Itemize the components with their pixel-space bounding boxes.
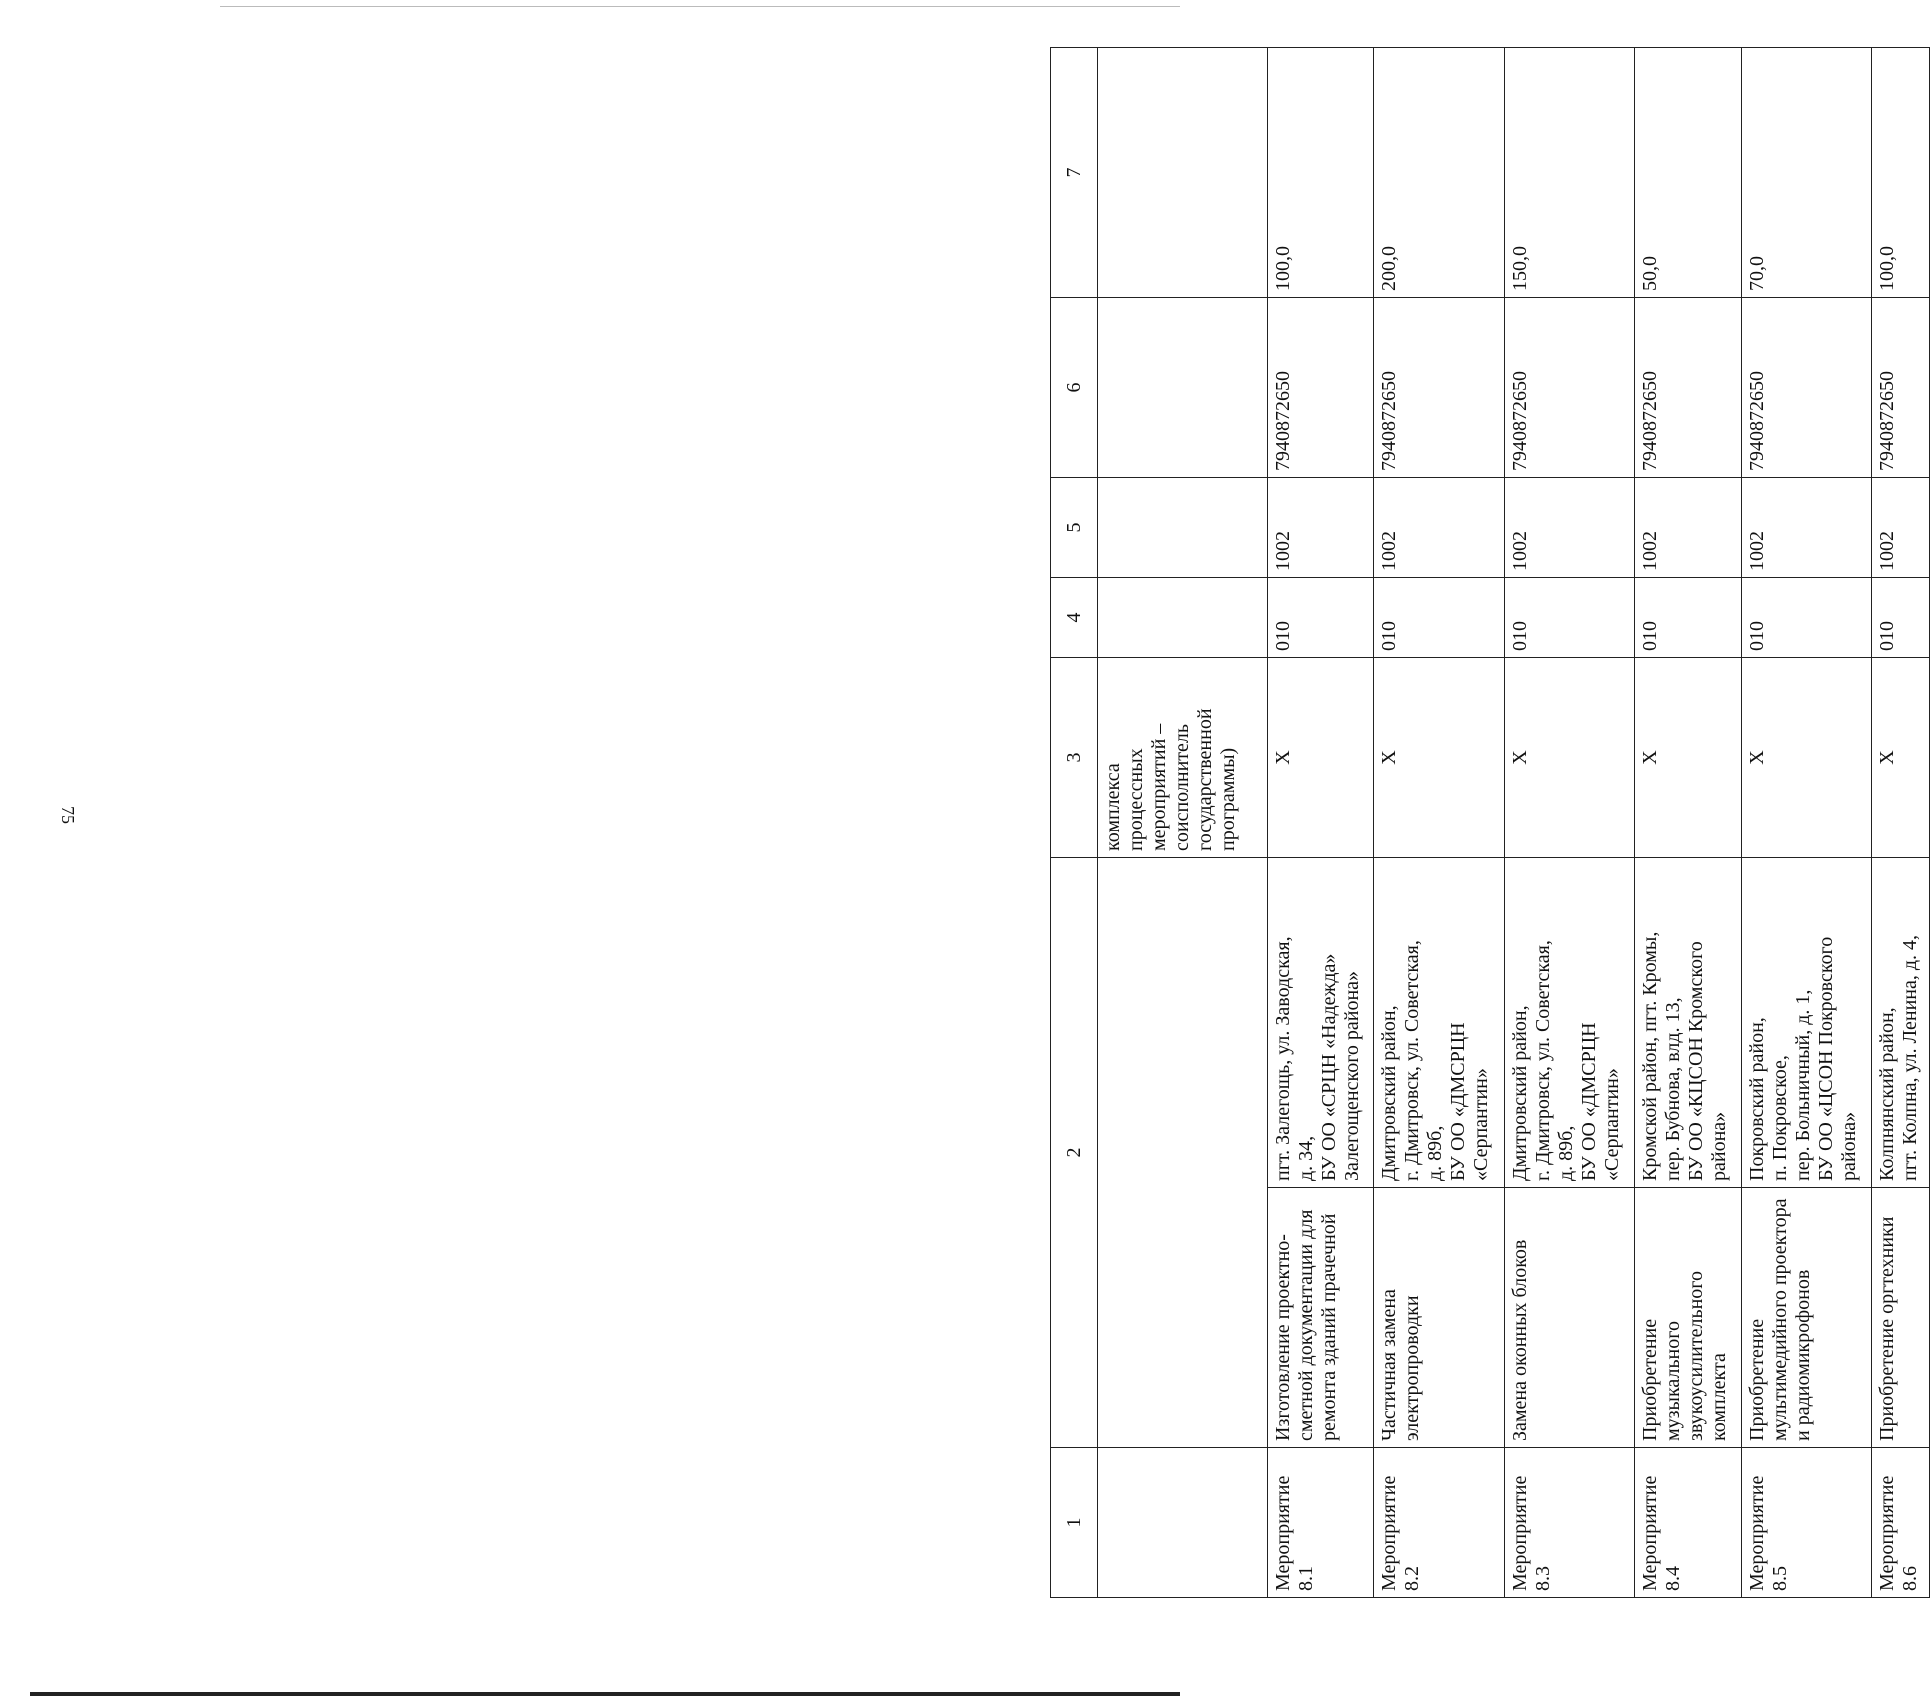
header-cell-6: 6 — [1051, 298, 1098, 478]
continuation-line: государственной — [1194, 708, 1216, 851]
address-line: района» — [1837, 1111, 1860, 1181]
address-line: БУ ОО «КЦСОН Кромского — [1685, 941, 1708, 1181]
measure-id: Мероприятие 8.3 — [1504, 1448, 1635, 1598]
address-line: пгт. Колпна, ул. Ленина, д. 4, — [1899, 934, 1922, 1181]
measure-col5: 1002 — [1504, 478, 1635, 578]
measure-address — [1504, 858, 1635, 1188]
measure-col6: 7940872650 — [1635, 298, 1741, 478]
measure-executor: X — [1268, 658, 1374, 858]
measure-col4: 010 — [1635, 578, 1741, 658]
measures-table — [1050, 47, 1930, 1598]
measure-col6: 7940872650 — [1872, 298, 1930, 478]
table-row — [1741, 48, 1872, 1598]
measure-executor: X — [1741, 658, 1872, 858]
table-row — [1872, 48, 1930, 1598]
measure-name: Изготовление проектно-сметной документации для ремонта зданий прачечной — [1268, 1188, 1374, 1448]
measure-id: Мероприятие 8.2 — [1374, 1448, 1505, 1598]
measure-address — [1374, 858, 1505, 1188]
measure-col7: 150,0 — [1504, 48, 1635, 298]
measure-address — [1268, 858, 1374, 1188]
table-row — [1374, 48, 1505, 1598]
measure-name: Приобретение оргтехники — [1872, 1188, 1930, 1448]
address-line: БУ ОО «ДМСРЦН — [1447, 1022, 1470, 1181]
address-line: Кромской район, пгт. Кромы, — [1639, 931, 1662, 1181]
continuation-cell-7 — [1098, 48, 1268, 298]
measure-col5: 1002 — [1635, 478, 1741, 578]
measure-col6: 7940872650 — [1374, 298, 1505, 478]
address-line: Дмитровский район, — [1508, 1005, 1531, 1181]
continuation-line: комплекса — [1102, 763, 1124, 851]
measure-name: Замена оконных блоков — [1504, 1188, 1635, 1448]
measure-col7: 70,0 — [1741, 48, 1872, 298]
measure-address — [1635, 858, 1741, 1188]
measure-executor: X — [1872, 658, 1930, 858]
address-line: г. Дмитровск, ул. Советская, — [1401, 940, 1424, 1181]
continuation-line: соисполнитель — [1171, 723, 1193, 851]
continuation-line: программы) — [1217, 747, 1239, 851]
measure-col6: 7940872650 — [1504, 298, 1635, 478]
address-line: Дмитровский район, — [1378, 1005, 1401, 1181]
continuation-cell-2 — [1098, 858, 1268, 1448]
bottom-edge-line — [30, 1692, 1180, 1696]
address-line: пер. Бубнова, влд. 13, — [1662, 997, 1685, 1181]
measure-id: Мероприятие 8.5 — [1741, 1448, 1872, 1598]
address-line: района» — [1708, 1111, 1731, 1181]
measure-col4: 010 — [1872, 578, 1930, 658]
continuation-cell-3 — [1098, 658, 1268, 858]
measure-col7: 200,0 — [1374, 48, 1505, 298]
measure-id: Мероприятие 8.4 — [1635, 1448, 1741, 1598]
measure-col4: 010 — [1374, 578, 1505, 658]
continuation-cell-1 — [1098, 1448, 1268, 1598]
address-line: Колпнянский район, — [1876, 1007, 1899, 1181]
measure-col5: 1002 — [1872, 478, 1930, 578]
page-number: 75 — [58, 806, 78, 824]
measure-executor: X — [1635, 658, 1741, 858]
measure-name: Приобретение мультимедийного проектора и радиомикрофонов — [1741, 1188, 1872, 1448]
measure-col4: 010 — [1741, 578, 1872, 658]
address-line: пгт. Залегощь, ул. Заводская, — [1272, 936, 1294, 1181]
measure-col5: 1002 — [1268, 478, 1374, 578]
address-line: пер. Больничный, д. 1, — [1791, 989, 1814, 1181]
continuation-cell-5 — [1098, 478, 1268, 578]
address-line: БУ ОО «ЦСОН Покровского — [1814, 936, 1837, 1181]
measure-col7: 100,0 — [1268, 48, 1374, 298]
measure-col6: 7940872650 — [1268, 298, 1374, 478]
continuation-line: процессных — [1125, 748, 1147, 851]
table-row — [1504, 48, 1635, 1598]
address-line: Залегощенского района» — [1341, 970, 1363, 1181]
continuation-row — [1098, 48, 1268, 1598]
address-line: д. 89б, — [1554, 1125, 1577, 1181]
address-line: Покровский район, — [1745, 1017, 1768, 1181]
address-line: БУ ОО «СРЦН «Надежда» — [1318, 953, 1340, 1181]
address-line: д. 89б, — [1424, 1125, 1447, 1181]
measure-id: Мероприятие 8.1 — [1268, 1448, 1374, 1598]
continuation-line: мероприятий – — [1148, 723, 1170, 851]
address-line: «Серпантин» — [1600, 1068, 1623, 1181]
table-row — [1635, 48, 1741, 1598]
header-cell-4: 4 — [1051, 578, 1098, 658]
header-row — [1051, 48, 1098, 1598]
table-row — [1268, 48, 1374, 1598]
measure-col7: 100,0 — [1872, 48, 1930, 298]
header-cell-3: 3 — [1051, 658, 1098, 858]
measure-col4: 010 — [1268, 578, 1374, 658]
measure-col7: 50,0 — [1635, 48, 1741, 298]
address-line: д. 34, — [1295, 1135, 1317, 1181]
measure-col6: 7940872650 — [1741, 298, 1872, 478]
measure-col5: 1002 — [1741, 478, 1872, 578]
address-line: «Серпантин» — [1470, 1068, 1493, 1181]
address-line: БУ ОО «ДМСРЦН — [1577, 1022, 1600, 1181]
header-cell-2: 2 — [1051, 858, 1098, 1448]
measure-name: Частичная замена электропроводки — [1374, 1188, 1505, 1448]
rotated-table-container — [1050, 48, 1930, 1598]
measure-address — [1872, 858, 1930, 1188]
measure-col4: 010 — [1504, 578, 1635, 658]
measure-id: Мероприятие 8.6 — [1872, 1448, 1930, 1598]
top-edge-line — [220, 6, 1180, 7]
continuation-cell-4 — [1098, 578, 1268, 658]
header-cell-7: 7 — [1051, 48, 1098, 298]
measure-executor: X — [1504, 658, 1635, 858]
measure-col5: 1002 — [1374, 478, 1505, 578]
measure-executor: X — [1374, 658, 1505, 858]
measure-address — [1741, 858, 1872, 1188]
address-line: г. Дмитровск, ул. Советская, — [1531, 940, 1554, 1181]
continuation-cell-6 — [1098, 298, 1268, 478]
header-cell-1: 1 — [1051, 1448, 1098, 1598]
measure-name: Приобретение музыкального звукоусилительного комплекта — [1635, 1188, 1741, 1448]
header-cell-5: 5 — [1051, 478, 1098, 578]
address-line: п. Покровское, — [1768, 1055, 1791, 1181]
